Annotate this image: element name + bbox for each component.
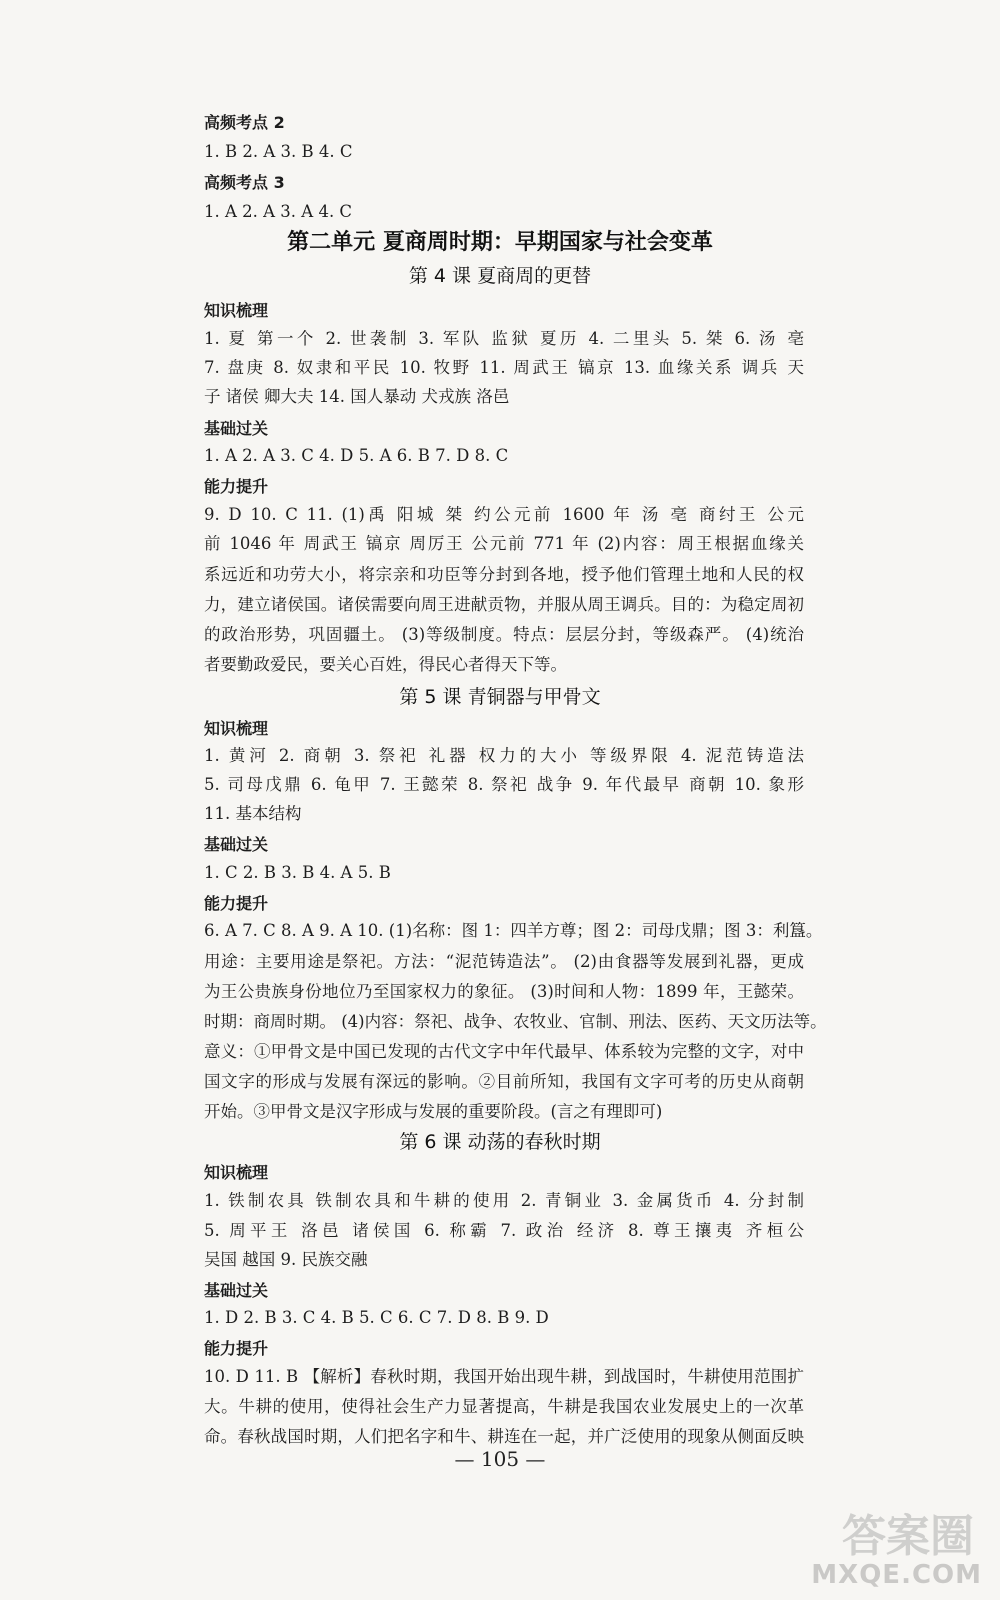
answer-line: 1. 夏 第一个 2. 世袭制 3. 军队 监狱 夏历 4. 二里头 5. 桀 6. 汤 亳 xyxy=(204,329,804,348)
answer-line: 用途：主要用途是祭祀。方法：“泥范铸造法”。 (2)由食器等发展到礼器，更成 xyxy=(204,952,804,971)
answer-line: 系远近和功劳大小，将宗亲和功臣等分封到各地，授予他们管理土地和人民的权 xyxy=(204,565,804,584)
answer-line: 1. C 2. B 3. B 4. A 5. B xyxy=(204,863,391,882)
section-heading: 知识梳理 xyxy=(204,301,269,320)
answer-line: 前 1046 年 周武王 镐京 周厉王 公元前 771 年 (2)内容：周王根据血缘关 xyxy=(204,534,804,553)
section-heading: 高频考点 3 xyxy=(204,173,285,192)
answer-line: 命。春秋战国时期，人们把名字和牛、耕连在一起，并广泛使用的现象从侧面反映 xyxy=(204,1427,804,1446)
lesson-title: 第 4 课 夏商周的更替 xyxy=(408,265,592,287)
watermark xyxy=(782,1500,982,1590)
section-heading: 高频考点 2 xyxy=(204,113,285,132)
section-heading: 基础过关 xyxy=(204,1281,269,1300)
answer-line: 1. A 2. A 3. A 4. C xyxy=(204,202,353,221)
answer-line: 的政治形势，巩固疆土。 (3)等级制度。特点：层层分封，等级森严。 (4)统治 xyxy=(204,625,804,644)
answer-line: 时期：商周时期。 (4)内容：祭祀、战争、农牧业、官制、刑法、医药、天文历法等。 xyxy=(204,1012,827,1031)
answer-line: 6. A 7. C 8. A 9. A 10. (1)名称：图 1：四羊方尊；图 2：司母戊鼎；图 3：利簋。 xyxy=(204,921,823,940)
lesson-title: 第 6 课 动荡的春秋时期 xyxy=(399,1131,601,1153)
section-heading: 能力提升 xyxy=(204,477,269,496)
answer-line: 大。牛耕的使用，使得社会生产力显著提高，牛耕是我国农业发展史上的一次革 xyxy=(204,1397,804,1416)
answer-line: 10. D 11. B 【解析】春秋时期，我国开始出现牛耕，到战国时，牛耕使用范围扩 xyxy=(204,1367,804,1386)
lesson-title: 第 5 课 青铜器与甲骨文 xyxy=(399,686,601,708)
section-heading: 能力提升 xyxy=(204,1339,269,1358)
answer-line: 1. A 2. A 3. C 4. D 5. A 6. B 7. D 8. C xyxy=(204,446,509,465)
section-heading: 基础过关 xyxy=(204,419,269,438)
answer-line: 1. D 2. B 3. C 4. B 5. C 6. C 7. D 8. B 9. D xyxy=(204,1308,549,1327)
answer-line: 11. 基本结构 xyxy=(204,804,302,823)
answer-line: 1. B 2. A 3. B 4. C xyxy=(204,142,353,161)
section-heading: 能力提升 xyxy=(204,894,269,913)
answer-line: 9. D 10. C 11. (1)禹 阳城 桀 约公元前 1600 年 汤 亳 商纣王 公元 xyxy=(204,505,804,524)
section-heading: 基础过关 xyxy=(204,835,269,854)
answer-line: 为王公贵族身份地位乃至国家权力的象征。 (3)时间和人物：1899 年，王懿荣。 xyxy=(204,982,804,1001)
answer-line: 意义：①甲骨文是中国已发现的古代文字中年代最早、体系较为完整的文字，对中 xyxy=(204,1042,804,1061)
answer-line: 5. 周平王 洛邑 诸侯国 6. 称霸 7. 政治 经济 8. 尊王攘夷 齐桓公 xyxy=(204,1221,804,1240)
section-heading: 知识梳理 xyxy=(204,1163,269,1182)
answer-line: 1. 黄河 2. 商朝 3. 祭祀 礼器 权力的大小 等级界限 4. 泥范铸造法 xyxy=(204,746,804,765)
answer-line: 国文字的形成与发展有深远的影响。②目前所知，我国有文字可考的历史从商朝 xyxy=(204,1072,804,1091)
answer-line: 力，建立诸侯国。诸侯需要向周王进献贡物，并服从周王调兵。目的：为稳定周初 xyxy=(204,595,804,614)
page-number: — 105 — xyxy=(454,1447,546,1471)
watermark-site: MXQE.COM xyxy=(811,1560,982,1590)
answer-line: 吴国 越国 9. 民族交融 xyxy=(204,1250,368,1269)
answer-line: 1. 铁制农具 铁制农具和牛耕的使用 2. 青铜业 3. 金属货币 4. 分封制 xyxy=(204,1191,804,1210)
answer-line: 子 诸侯 卿大夫 14. 国人暴动 犬戎族 洛邑 xyxy=(204,387,510,406)
answer-line: 者要勤政爱民，要关心百姓，得民心者得天下等。 xyxy=(204,655,567,674)
answer-line: 5. 司母戊鼎 6. 龟甲 7. 王懿荣 8. 祭祀 战争 9. 年代最早 商朝 10. 象形 xyxy=(204,775,804,794)
unit-title: 第二单元 夏商周时期：早期国家与社会变革 xyxy=(287,230,713,255)
section-heading: 知识梳理 xyxy=(204,719,269,738)
answer-line: 7. 盘庚 8. 奴隶和平民 10. 牧野 11. 周武王 镐京 13. 血缘关系 调兵 天 xyxy=(204,358,804,377)
answer-line: 开始。③甲骨文是汉字形成与发展的重要阶段。(言之有理即可) xyxy=(204,1102,663,1121)
watermark-logo: 答案圈 xyxy=(842,1511,974,1562)
